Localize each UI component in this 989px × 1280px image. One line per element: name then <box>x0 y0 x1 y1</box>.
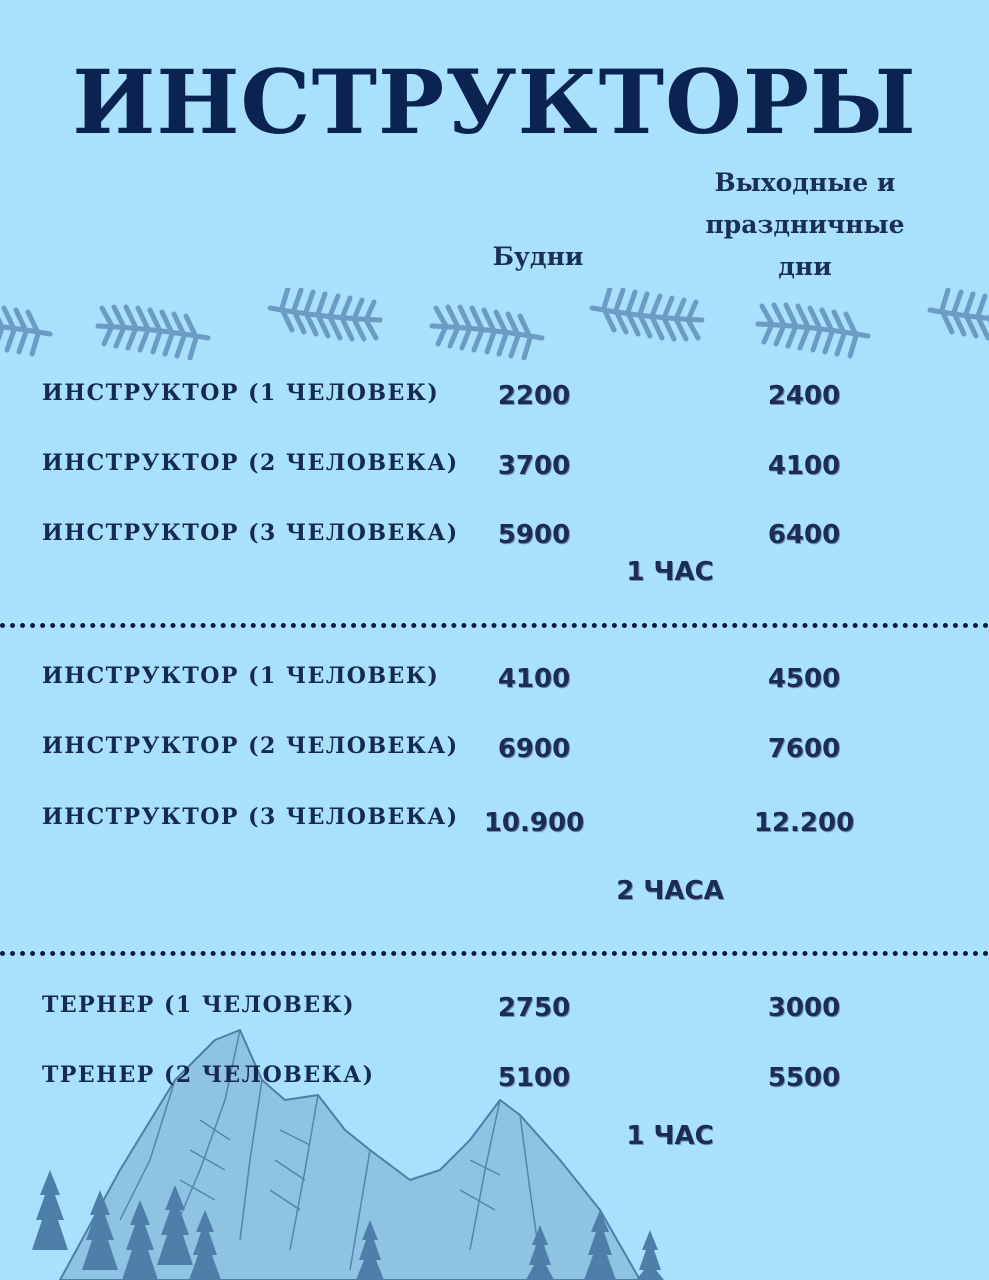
weekend-header-line: дни <box>778 252 832 281</box>
row-label: ТРЕНЕР (2 ЧЕЛОВЕКА) <box>42 1062 375 1088</box>
weekend-price: 7600 <box>767 734 841 764</box>
weekend-header-line: праздничные <box>705 210 905 239</box>
duration-label: 2 ЧАСА <box>616 876 724 906</box>
weekday-price: 2750 <box>497 993 571 1023</box>
weekday-price: 2200 <box>497 381 571 411</box>
weekday-price: 6900 <box>497 734 571 764</box>
weekday-header: Будни <box>492 242 584 271</box>
weekday-price: 3700 <box>497 451 571 481</box>
page-title: ИНСТРУКТОРЫ <box>72 50 917 154</box>
duration-label: 1 ЧАС <box>626 1121 714 1151</box>
weekend-price: 4100 <box>767 451 841 481</box>
weekend-price: 6400 <box>767 520 841 550</box>
weekend-price: 5500 <box>767 1063 841 1093</box>
weekend-header-line: Выходные и <box>714 168 896 197</box>
row-label: ИНСТРУКТОР (1 ЧЕЛОВЕК) <box>42 380 440 406</box>
row-label: ИНСТРУКТОР (3 ЧЕЛОВЕКА) <box>42 520 459 546</box>
mountains-illustration <box>0 1020 989 1280</box>
row-label: ИНСТРУКТОР (1 ЧЕЛОВЕК) <box>42 663 440 689</box>
row-label: ИНСТРУКТОР (2 ЧЕЛОВЕКА) <box>42 733 459 759</box>
duration-label: 1 ЧАС <box>626 557 714 587</box>
weekday-price: 5900 <box>497 520 571 550</box>
weekend-price: 4500 <box>767 664 841 694</box>
weekday-price: 5100 <box>497 1063 571 1093</box>
pine-branch-icon <box>758 305 868 356</box>
row-label: ИНСТРУКТОР (2 ЧЕЛОВЕКА) <box>42 450 459 476</box>
pine-branch-icon <box>592 288 702 339</box>
weekend-price: 2400 <box>767 381 841 411</box>
weekend-price: 3000 <box>767 993 841 1023</box>
weekday-price: 4100 <box>497 664 571 694</box>
row-label: ИНСТРУКТОР (3 ЧЕЛОВЕКА) <box>42 804 459 830</box>
pine-branch-icon <box>432 307 542 358</box>
pine-branch-row <box>0 288 989 360</box>
dotted-divider <box>0 951 989 956</box>
weekend-header <box>690 162 920 288</box>
weekend-price: 12.200 <box>753 808 855 838</box>
pine-branch-icon <box>270 288 380 339</box>
dotted-divider <box>0 623 989 628</box>
pine-branch-icon <box>98 307 208 358</box>
row-label: ТЕРНЕР (1 ЧЕЛОВЕК) <box>42 992 356 1018</box>
weekday-price: 10.900 <box>483 808 585 838</box>
pine-branch-icon <box>0 303 50 354</box>
pine-branch-icon <box>930 290 989 341</box>
